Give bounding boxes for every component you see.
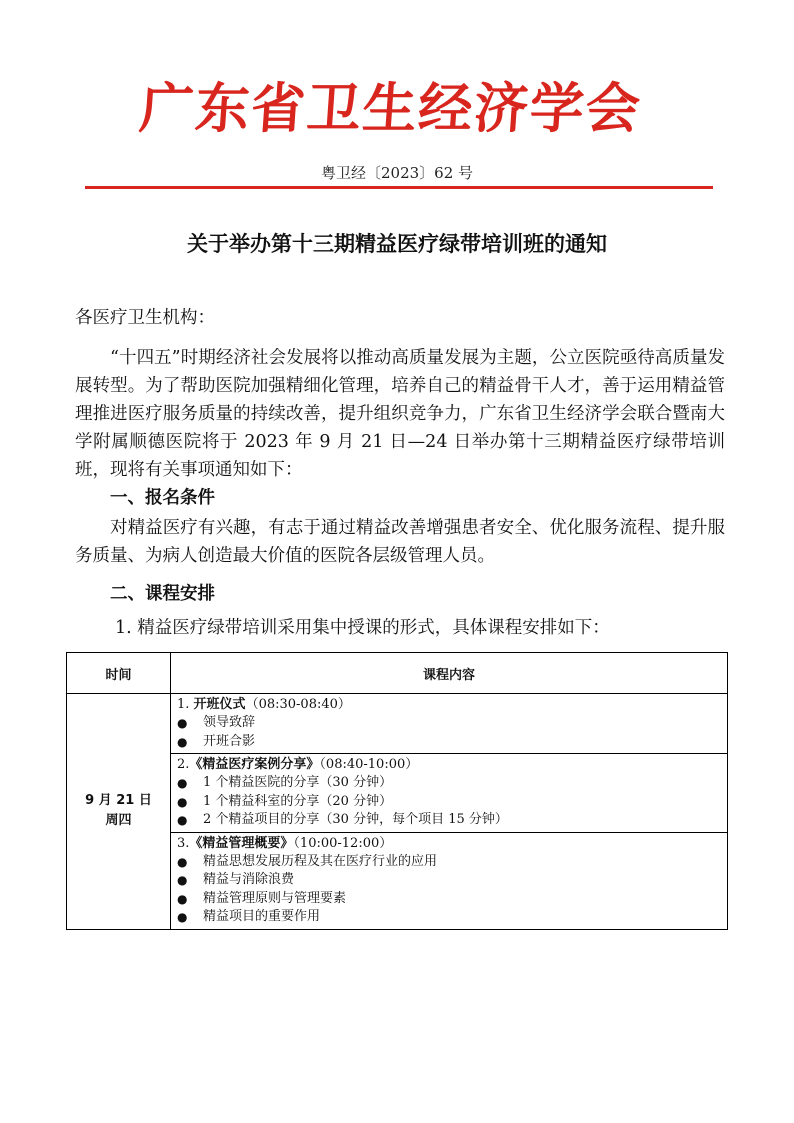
bullet-icon: ● bbox=[177, 891, 188, 906]
bullet-icon: ● bbox=[177, 910, 188, 924]
list-item: ● 2 个精益项目的分享（30 分钟，每个项目 15 分钟） bbox=[177, 811, 721, 830]
masthead-char: 生 bbox=[360, 75, 419, 140]
bullet-icon: ● bbox=[177, 794, 188, 809]
list-item: ● 精益管理原则与管理要素 bbox=[177, 890, 721, 909]
session-time: （08:40-10:00） bbox=[319, 757, 419, 772]
session-name: 《精益管理概要》 bbox=[189, 835, 294, 851]
section-heading-registration: 一、报名条件 bbox=[110, 488, 215, 508]
list-item: ● 精益项目的重要作用 bbox=[177, 908, 721, 927]
document-title: 关于举办第十三期精益医疗绿带培训班的通知 bbox=[187, 232, 607, 256]
content-header: 课程内容 bbox=[171, 653, 728, 694]
session-name: 《精益医疗案例分享》 bbox=[189, 757, 320, 772]
session-items bbox=[177, 853, 721, 927]
session-number: 2. bbox=[177, 757, 190, 772]
session-items bbox=[177, 774, 721, 830]
masthead-char: 济 bbox=[472, 75, 531, 140]
session-title bbox=[177, 696, 721, 714]
session-title bbox=[177, 835, 721, 853]
table-row bbox=[67, 694, 728, 754]
list-item: ● 领导致辞 bbox=[177, 714, 721, 733]
session-title bbox=[177, 756, 721, 774]
bullet-icon: ● bbox=[177, 813, 188, 827]
red-divider bbox=[85, 186, 713, 189]
list-item: ● 精益思想发展历程及其在医疗行业的应用 bbox=[177, 853, 721, 872]
session-cell bbox=[171, 694, 728, 754]
time-header: 时间 bbox=[67, 653, 171, 694]
session-time: （10:00-12:00） bbox=[293, 835, 393, 851]
table-header-row bbox=[67, 653, 728, 694]
session-cell bbox=[171, 754, 728, 833]
section-heading-courses: 二、课程安排 bbox=[110, 584, 215, 604]
session-number: 3. bbox=[177, 835, 190, 851]
registration-body: 对精益医疗有兴趣，有志于通过精益改善增强患者安全、优化服务流程、提升服务质量、为病人创造最大价值的医院各层级管理人员。 bbox=[75, 518, 725, 566]
organization-masthead bbox=[137, 68, 642, 140]
list-item: ● 精益与消除浪费 bbox=[177, 871, 721, 890]
day-date: 9 月 21 日 bbox=[85, 793, 152, 809]
masthead-char: 会 bbox=[583, 75, 642, 140]
session-name: 开班仪式 bbox=[193, 697, 246, 712]
masthead-char: 经 bbox=[416, 75, 475, 140]
masthead-char: 学 bbox=[527, 75, 587, 140]
intro-paragraph: “十四五”时期经济社会发展将以推动高质量发展为主题，公立医院亟待高质量发展转型。为了帮助医院加强精细化管理，培养自己的精益骨干人才，善于运用精益管理推进医疗服务质量的持续改善，提升组织竞争力，广东省卫生经济学会联合暨南大学附属顺德医院将于 2023 年 9 月 21 日—24 日举办第十三期精益医疗绿带培训班，现将有关事项通知如下： bbox=[75, 348, 725, 480]
bullet-icon: ● bbox=[177, 854, 188, 869]
masthead-char: 广 bbox=[137, 75, 196, 140]
bullet-icon: ● bbox=[177, 776, 188, 790]
course-arrangement-intro: 1. 精益医疗绿带培训采用集中授课的形式，具体课程安排如下： bbox=[115, 618, 610, 638]
masthead-char: 卫 bbox=[304, 75, 364, 140]
salutation: 各医疗卫生机构： bbox=[75, 308, 215, 328]
document-number: 粤卫经〔2023〕62 号 bbox=[320, 164, 474, 182]
day-cell bbox=[67, 694, 171, 930]
list-item: ● 1 个精益医院的分享（30 分钟） bbox=[177, 774, 721, 793]
course-schedule-table bbox=[66, 652, 728, 930]
day-weekday: 周四 bbox=[105, 813, 132, 829]
bullet-icon: ● bbox=[177, 716, 188, 730]
session-cell bbox=[171, 832, 728, 929]
list-item: ● 1 个精益科室的分享（20 分钟） bbox=[177, 793, 721, 812]
masthead-char: 东 bbox=[193, 75, 252, 140]
bullet-icon: ● bbox=[177, 873, 188, 887]
masthead-char: 省 bbox=[249, 75, 308, 140]
list-item: ● 开班合影 bbox=[177, 733, 721, 752]
session-time: （08:30-08:40） bbox=[245, 697, 351, 712]
session-number: 1. bbox=[177, 697, 190, 712]
session-items bbox=[177, 714, 721, 751]
bullet-icon: ● bbox=[177, 734, 188, 749]
